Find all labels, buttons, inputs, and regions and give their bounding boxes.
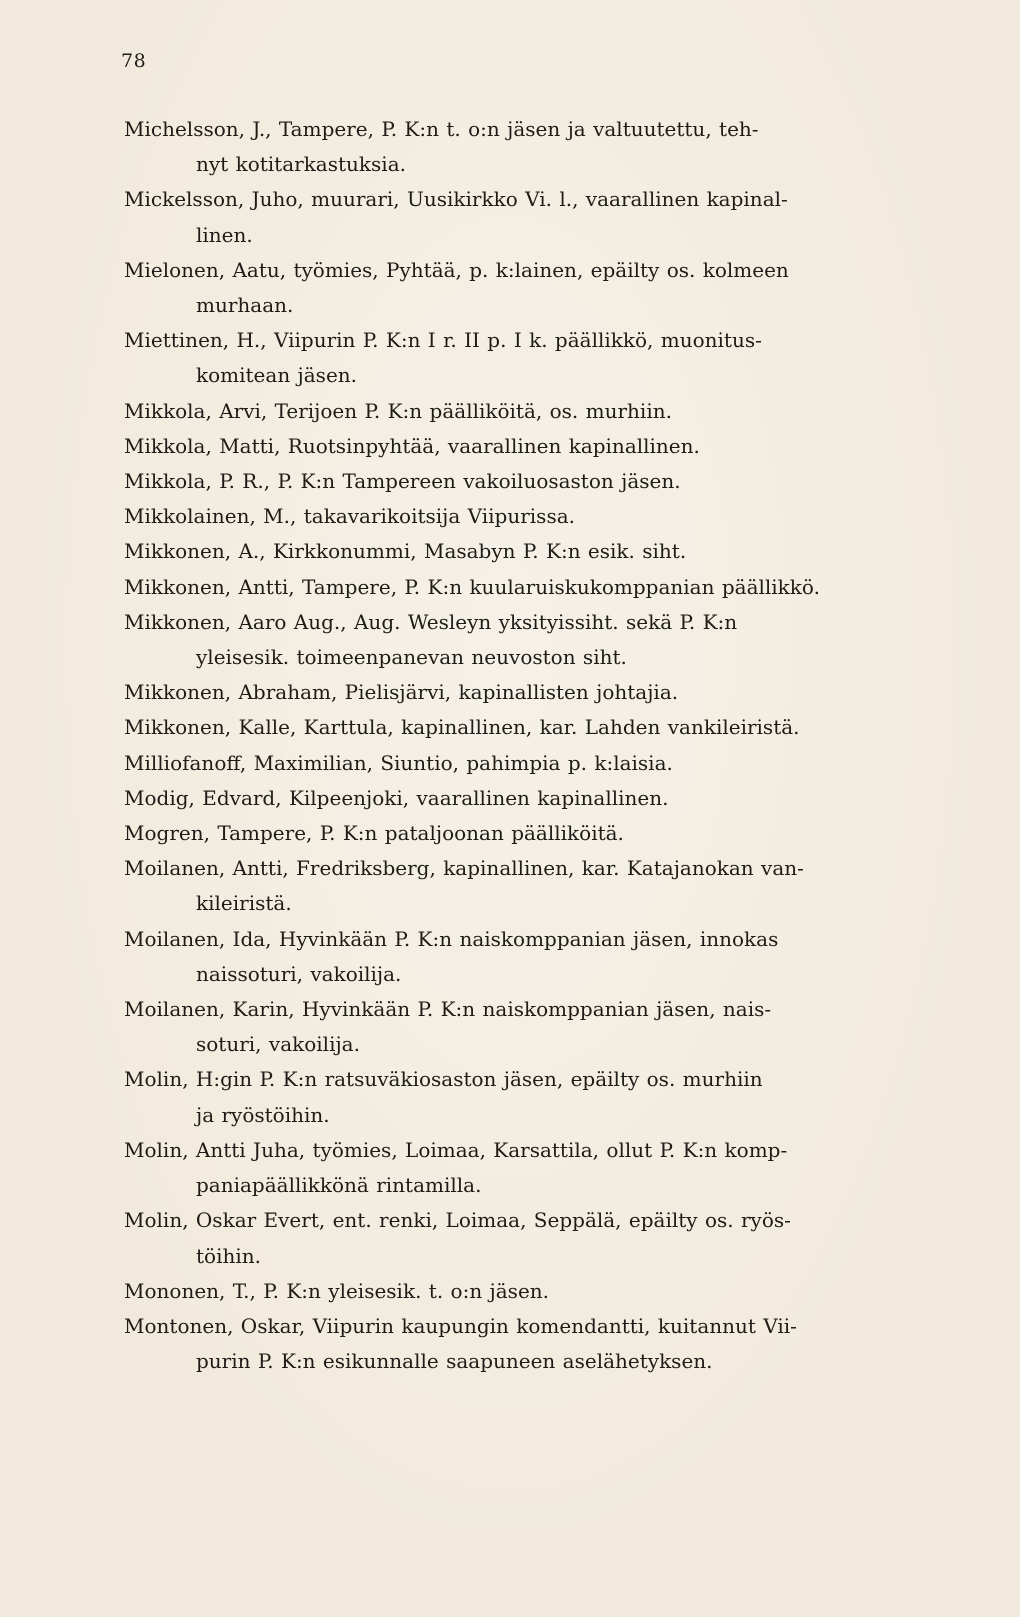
- entry-first-line: Mikkonen, A., Kirkkonummi, Masabyn P. K:n esik. siht.: [124, 539, 687, 564]
- list-item: [124, 394, 924, 429]
- entry-body: [124, 253, 924, 323]
- entry-continuation-line: purin P. K:n esikunnalle saapuneen aselähetyksen.: [196, 1349, 713, 1374]
- list-item: [124, 851, 924, 921]
- entry-first-line: Mikkola, Arvi, Terijoen P. K:n päälliköitä, os. murhiin.: [124, 398, 672, 423]
- list-item: [124, 1203, 924, 1273]
- entry-body: [124, 394, 924, 429]
- entry-first-line: Milliofanoff, Maximilian, Siuntio, pahimpia p. k:laisia.: [124, 750, 673, 775]
- entry-first-line: Miettinen, H., Viipurin P. K:n I r. II p. I k. päällikkö, muonitus-: [124, 328, 762, 353]
- entry-first-line: Mikkonen, Kalle, Karttula, kapinallinen, kar. Lahden vankileiristä.: [124, 715, 800, 740]
- entry-body: [124, 570, 924, 605]
- entry-first-line: Montonen, Oskar, Viipurin kaupungin komendantti, kuitannut Vii-: [124, 1313, 797, 1338]
- entry-body: [124, 534, 924, 569]
- entry-first-line: Molin, H:gin P. K:n ratsuväkiosaston jäsen, epäilty os. murhiin: [124, 1067, 763, 1092]
- list-item: [124, 992, 924, 1062]
- entry-body: [124, 112, 924, 182]
- entry-first-line: Mielonen, Aatu, työmies, Pyhtää, p. k:lainen, epäilty os. kolmeen: [124, 257, 789, 282]
- entry-body: [124, 922, 924, 992]
- list-item: [124, 464, 924, 499]
- entry-first-line: Mikkola, Matti, Ruotsinpyhtää, vaarallinen kapinallinen.: [124, 433, 700, 458]
- entry-body: [124, 746, 924, 781]
- list-item: [124, 534, 924, 569]
- entry-first-line: Mogren, Tampere, P. K:n pataljoonan päälliköitä.: [124, 821, 624, 846]
- list-item: [124, 781, 924, 816]
- list-item: [124, 112, 924, 182]
- entry-body: [124, 1274, 924, 1309]
- list-item: [124, 746, 924, 781]
- entry-first-line: Molin, Antti Juha, työmies, Loimaa, Karsattila, ollut P. K:n komp-: [124, 1137, 788, 1162]
- list-item: [124, 323, 924, 393]
- list-item: [124, 922, 924, 992]
- entry-body: [124, 429, 924, 464]
- list-item: [124, 570, 924, 605]
- entry-first-line: Mikkola, P. R., P. K:n Tampereen vakoiluosaston jäsen.: [124, 469, 681, 494]
- entry-continuation-line: komitean jäsen.: [196, 363, 358, 388]
- entry-body: [124, 816, 924, 851]
- list-item: [124, 429, 924, 464]
- entry-first-line: Mikkonen, Abraham, Pielisjärvi, kapinallisten johtajia.: [124, 680, 679, 705]
- list-item: [124, 1309, 924, 1379]
- entry-first-line: Mononen, T., P. K:n yleisesik. t. o:n jäsen.: [124, 1278, 550, 1303]
- entry-body: [124, 1133, 924, 1203]
- entry-body: [124, 1062, 924, 1132]
- list-item: [124, 816, 924, 851]
- entry-body: [124, 1203, 924, 1273]
- entry-first-line: Modig, Edvard, Kilpeenjoki, vaarallinen kapinallinen.: [124, 785, 669, 810]
- entry-first-line: Moilanen, Ida, Hyvinkään P. K:n naiskomppanian jäsen, innokas: [124, 926, 779, 951]
- entry-first-line: Moilanen, Antti, Fredriksberg, kapinallinen, kar. Katajanokan van-: [124, 856, 804, 881]
- entry-continuation-line: nyt kotitarkastuksia.: [196, 152, 406, 177]
- entry-body: [124, 605, 924, 675]
- entry-continuation-line: naissoturi, vakoilija.: [196, 961, 402, 986]
- entry-continuation-line: yleisesik. toimeenpanevan neuvoston siht.: [196, 645, 627, 670]
- entry-body: [124, 710, 924, 745]
- entry-body: [124, 675, 924, 710]
- entry-first-line: Mikkonen, Aaro Aug., Aug. Wesleyn yksityissiht. sekä P. K:n: [124, 609, 738, 634]
- entry-body: [124, 851, 924, 921]
- list-item: [124, 182, 924, 252]
- entry-body: [124, 182, 924, 252]
- entry-continuation-line: paniapäällikkönä rintamilla.: [196, 1173, 482, 1198]
- entry-first-line: Michelsson, J., Tampere, P. K:n t. o:n jäsen ja valtuutettu, teh-: [124, 117, 759, 141]
- entry-continuation-line: kileiristä.: [196, 891, 292, 916]
- entry-body: [124, 992, 924, 1062]
- entry-body: [124, 499, 924, 534]
- list-item: [124, 1274, 924, 1309]
- entry-continuation-line: ja ryöstöihin.: [196, 1102, 330, 1127]
- entry-continuation-line: linen.: [196, 222, 253, 247]
- entry-continuation-line: töihin.: [196, 1243, 261, 1268]
- list-item: [124, 1062, 924, 1132]
- list-item: [124, 1133, 924, 1203]
- entry-list: [124, 112, 924, 1379]
- entry-body: [124, 1309, 924, 1379]
- entry-continuation-line: murhaan.: [196, 293, 294, 318]
- entry-first-line: Mickelsson, Juho, muurari, Uusikirkko Vi. l., vaarallinen kapinal-: [124, 187, 788, 212]
- page-number: 78: [121, 50, 147, 72]
- entry-continuation-line: soturi, vakoilija.: [196, 1032, 360, 1057]
- list-item: [124, 710, 924, 745]
- entry-body: [124, 781, 924, 816]
- list-item: [124, 499, 924, 534]
- entry-first-line: Molin, Oskar Evert, ent. renki, Loimaa, Seppälä, epäilty os. ryös-: [124, 1208, 791, 1233]
- entry-body: [124, 464, 924, 499]
- entry-body: [124, 323, 924, 393]
- list-item: [124, 605, 924, 675]
- list-item: [124, 675, 924, 710]
- entry-first-line: Mikkonen, Antti, Tampere, P. K:n kuularuiskukomppanian päällikkö.: [124, 574, 820, 599]
- entry-first-line: Mikkolainen, M., takavarikoitsija Viipurissa.: [124, 504, 575, 529]
- entry-first-line: Moilanen, Karin, Hyvinkään P. K:n naiskomppanian jäsen, nais-: [124, 997, 772, 1022]
- list-item: [124, 253, 924, 323]
